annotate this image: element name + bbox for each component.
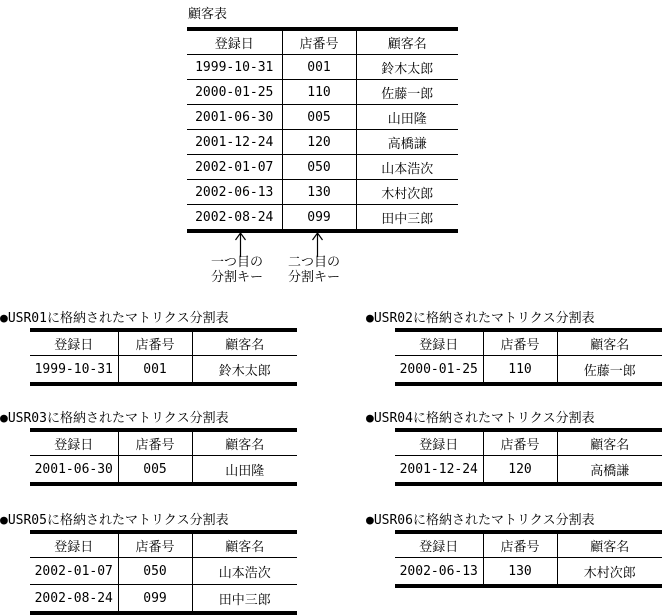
- cell-date: 2001-06-30: [34, 461, 113, 477]
- cell-date: 2002-06-13: [187, 180, 282, 205]
- partition-title-usr06: [366, 509, 595, 528]
- cell-name: 田中三郎: [192, 585, 297, 614]
- column-header-date: 登録日: [187, 29, 282, 55]
- partition-title-usr01: [0, 307, 229, 326]
- up-arrow-icon: [311, 231, 324, 257]
- cell-name: 木村次郎: [356, 180, 458, 205]
- partition-title-usr03: [0, 407, 229, 426]
- partition-title-usr05: [0, 509, 229, 528]
- first-partition-key-line1: 一つ目の: [211, 255, 264, 270]
- table-row: [187, 80, 458, 105]
- cell-name: 山田隆: [192, 456, 297, 485]
- cell-date: 2002-01-07: [30, 558, 118, 585]
- cell-date: 1999-10-31: [34, 361, 113, 377]
- column-header-name: 顧客名: [557, 430, 662, 456]
- column-header-date: 登録日: [395, 532, 483, 558]
- cell-name: 田中三郎: [356, 205, 458, 232]
- partition-header-row: [395, 532, 662, 558]
- column-header-store: 店番号: [483, 430, 557, 456]
- cell-date: 2000-01-25: [187, 80, 282, 105]
- partition-title-text: USR03に格納されたマトリクス分割表: [7, 411, 229, 426]
- second-partition-key-label: [288, 255, 340, 285]
- cell-store: 099: [282, 205, 356, 232]
- cell-name: 山本浩次: [192, 558, 297, 585]
- cell-date: 2000-01-25: [399, 361, 478, 377]
- cell-date: 2002-08-24: [195, 209, 274, 225]
- cell-date: 2002-01-07: [187, 155, 282, 180]
- cell-name: 鈴木太郎: [356, 55, 458, 80]
- cell-store: 005: [282, 105, 356, 130]
- cell-store: 099: [118, 585, 192, 614]
- cell-date: 2001-12-24: [399, 461, 478, 477]
- column-header-name: 顧客名: [557, 532, 662, 558]
- first-partition-key-label: [211, 255, 263, 285]
- partition-header-row: [30, 532, 297, 558]
- table-row: [187, 105, 458, 130]
- partition-table-usr06: [395, 530, 662, 588]
- cell-name: 佐藤一郎: [557, 356, 662, 385]
- bullet-icon: ●: [0, 411, 8, 426]
- partition-table-usr05: [30, 530, 297, 615]
- partition-table-usr02: [395, 328, 662, 386]
- customer-table-header-row: [187, 29, 458, 55]
- cell-store: 130: [282, 180, 356, 205]
- cell-date: 2001-06-30: [187, 105, 282, 130]
- cell-name: 高橋謙: [557, 456, 662, 485]
- column-header-store: 店番号: [483, 330, 557, 356]
- column-header-date: 登録日: [30, 532, 118, 558]
- column-header-name: 顧客名: [192, 430, 297, 456]
- up-arrow-icon: [234, 231, 247, 257]
- partition-table-usr04: [395, 428, 662, 486]
- table-row: [30, 585, 297, 614]
- table-row: [187, 180, 458, 205]
- bullet-icon: ●: [366, 311, 374, 326]
- cell-name: 山田隆: [356, 105, 458, 130]
- cell-store: 001: [282, 55, 356, 80]
- table-row: [187, 155, 458, 180]
- cell-store: 005: [118, 456, 192, 485]
- column-header-store: 店番号: [282, 29, 356, 55]
- bullet-icon: ●: [0, 513, 8, 528]
- partition-title-usr04: [366, 407, 595, 426]
- cell-name: 高橋謙: [356, 130, 458, 155]
- partition-title-text: USR04に格納されたマトリクス分割表: [373, 411, 595, 426]
- cell-name: 鈴木太郎: [192, 356, 297, 385]
- table-row: [30, 456, 297, 485]
- table-row: [30, 558, 297, 585]
- column-header-name: 顧客名: [192, 532, 297, 558]
- cell-store: 120: [282, 130, 356, 155]
- bullet-icon: ●: [366, 513, 374, 528]
- table-row: [395, 356, 662, 385]
- partition-header-row: [30, 330, 297, 356]
- column-header-name: 顧客名: [356, 29, 458, 55]
- cell-store: 120: [483, 456, 557, 485]
- cell-date: 1999-10-31: [187, 55, 282, 80]
- partition-table-usr03: [30, 428, 297, 486]
- cell-store: 050: [118, 558, 192, 585]
- bullet-icon: ●: [366, 411, 374, 426]
- cell-name: 佐藤一郎: [356, 80, 458, 105]
- cell-store: 050: [282, 155, 356, 180]
- customer-table-title: 顧客表: [188, 7, 228, 22]
- partition-title-text: USR05に格納されたマトリクス分割表: [7, 513, 229, 528]
- table-row: [395, 558, 662, 587]
- column-header-date: 登録日: [30, 330, 118, 356]
- column-header-store: 店番号: [483, 532, 557, 558]
- second-partition-key-line1: 二つ目の: [288, 255, 341, 270]
- partition-header-row: [395, 430, 662, 456]
- cell-name: 山本浩次: [356, 155, 458, 180]
- cell-name: 木村次郎: [557, 558, 662, 587]
- column-header-name: 顧客名: [557, 330, 662, 356]
- table-row: [395, 456, 662, 485]
- cell-store: 110: [483, 356, 557, 385]
- partition-title-text: USR06に格納されたマトリクス分割表: [373, 513, 595, 528]
- cell-store: 110: [282, 80, 356, 105]
- partition-title-usr02: [366, 307, 595, 326]
- bullet-icon: ●: [0, 311, 8, 326]
- column-header-date: 登録日: [395, 430, 483, 456]
- cell-store: 001: [118, 356, 192, 385]
- column-header-date: 登録日: [395, 330, 483, 356]
- column-header-store: 店番号: [118, 330, 192, 356]
- column-header-store: 店番号: [118, 430, 192, 456]
- table-row: [187, 130, 458, 155]
- column-header-date: 登録日: [30, 430, 118, 456]
- partition-title-text: USR01に格納されたマトリクス分割表: [7, 311, 229, 326]
- table-row: [30, 356, 297, 385]
- cell-date: 2002-08-24: [34, 590, 113, 606]
- table-row: [187, 205, 458, 232]
- cell-store: 130: [483, 558, 557, 587]
- partition-table-usr01: [30, 328, 297, 386]
- first-partition-key-line2: 分割キー: [211, 270, 264, 285]
- column-header-store: 店番号: [118, 532, 192, 558]
- cell-date: 2002-06-13: [399, 563, 478, 579]
- partition-header-row: [395, 330, 662, 356]
- cell-date: 2001-12-24: [187, 130, 282, 155]
- table-row: [187, 55, 458, 80]
- partition-header-row: [30, 430, 297, 456]
- second-partition-key-line2: 分割キー: [288, 270, 341, 285]
- column-header-name: 顧客名: [192, 330, 297, 356]
- partition-title-text: USR02に格納されたマトリクス分割表: [373, 311, 595, 326]
- customer-table: [187, 27, 458, 233]
